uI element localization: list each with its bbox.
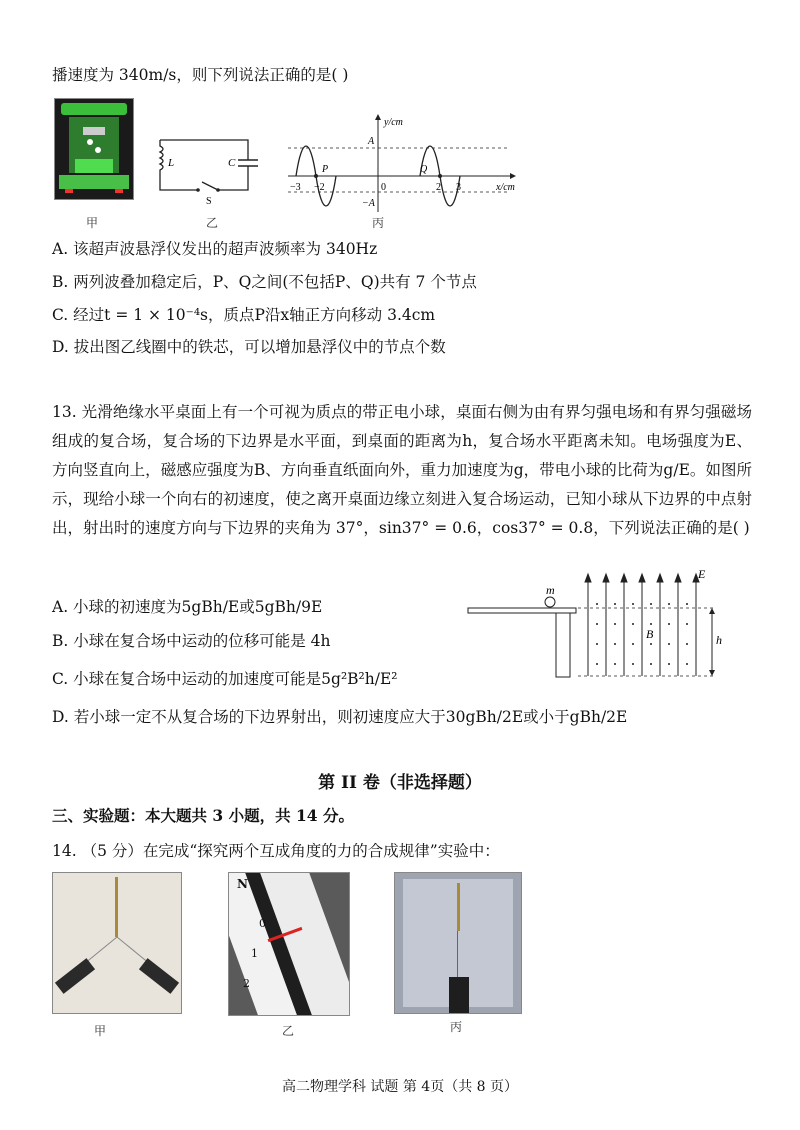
q14-caption-yi: 乙 (282, 1024, 295, 1038)
page-footer: 高二物理学科 试题 第 4页（共 8 页） (281, 1079, 519, 1095)
fig-jia-caption: 甲 (86, 216, 99, 230)
label-P: P (322, 164, 329, 175)
tick-2: 2 (436, 182, 441, 193)
label-neg-A: −A (362, 198, 375, 209)
q13-option-c: C. 小球在复合场中运动的加速度可能是5g²B²h/E² (52, 670, 398, 688)
fig-bing-caption: 丙 (372, 216, 385, 230)
y-axis-label: y/cm (384, 117, 403, 128)
q13-option-d: D. 若小球一定不从复合场的下边界射出，则初速度应大于30gBh/2E或小于gBh/2E (52, 708, 628, 726)
scale-mark-2: 2 (243, 977, 250, 990)
section-heading: 三、实验题：本大题共 3 小题，共 14 分。 (52, 806, 354, 825)
experiment-photo-jia (52, 872, 182, 1014)
composite-field-diagram (466, 564, 736, 684)
x-axis-label: x/cm (496, 182, 515, 193)
strings-sketch (53, 873, 181, 1013)
label-m: m (546, 583, 555, 597)
q12-option-d: D. 拔出图乙线圈中的铁芯，可以增加悬浮仪中的节点个数 (52, 338, 446, 356)
q14-caption-bing: 丙 (450, 1020, 463, 1034)
fig-yi-caption: 乙 (206, 216, 219, 230)
q12-stem-tail: 播速度为 340m/s，则下列说法正确的是( ) (52, 66, 349, 84)
q12-option-c: C. 经过t = 1 × 10⁻⁴s，质点P沿x轴正方向移动 3.4cm (52, 306, 436, 324)
label-B: B (646, 627, 654, 641)
tick-0: 0 (381, 182, 386, 193)
label-Q: Q (420, 164, 428, 175)
levitator-photo (54, 98, 134, 200)
wave-graph (284, 112, 534, 222)
tick-neg2: −2 (314, 182, 325, 193)
q12-option-b: B. 两列波叠加稳定后，P、Q之间(不包括P、Q)共有 7 个节点 (52, 273, 477, 291)
label-S: S (206, 196, 212, 207)
q13-option-b: B. 小球在复合场中运动的位移可能是 4h (52, 632, 331, 650)
experiment-photo-bing (394, 872, 522, 1014)
tick-neg3: −3 (290, 182, 301, 193)
scale-mark-1: 1 (251, 947, 258, 960)
label-C: C (228, 157, 236, 169)
part2-title: 第 II 卷（非选择题） (318, 773, 482, 793)
q13-option-a: A. 小球的初速度为5gBh/E或5gBh/9E (52, 598, 323, 616)
label-E: E (698, 567, 706, 581)
label-h: h (716, 633, 722, 647)
q14-stem: 14. （5 分）在完成“探究两个互成角度的力的合成规律”实验中： (52, 842, 500, 860)
q14-caption-jia: 甲 (94, 1024, 107, 1038)
label-L: L (168, 157, 175, 169)
q13-stem: 13. 光滑绝缘水平桌面上有一个可视为质点的带正电小球，桌面右侧为由有界匀强电场和有界匀强磁场组成的复合场，复合场的下边界是水平面，到桌面的距离为h，复合场水平距离未知。电场强度为E、方向竖直向上，磁感应强度为B、方向垂直纸面向外，重力加速度为g，带电小球的比荷为g/E。如图所示，现给小球一个向右的初速度，使之离开桌面边缘立刻进入复合场运动，已知小球从下边界的中点射出，射出时的速度方向与下边界的夹角为 37°，sin37° = 0.6，cos37° = 0.8，下列说法正确的是( ) (52, 403, 752, 537)
label-A: A (368, 136, 375, 147)
tick-3: 3 (456, 182, 461, 193)
scale-N-label: N (237, 877, 248, 891)
experiment-photo-yi (228, 872, 350, 1016)
q12-option-a: A. 该超声波悬浮仪发出的超声波频率为 340Hz (52, 240, 378, 258)
scale-mark-0: 0 (259, 917, 266, 930)
lc-circuit-diagram (148, 130, 268, 210)
